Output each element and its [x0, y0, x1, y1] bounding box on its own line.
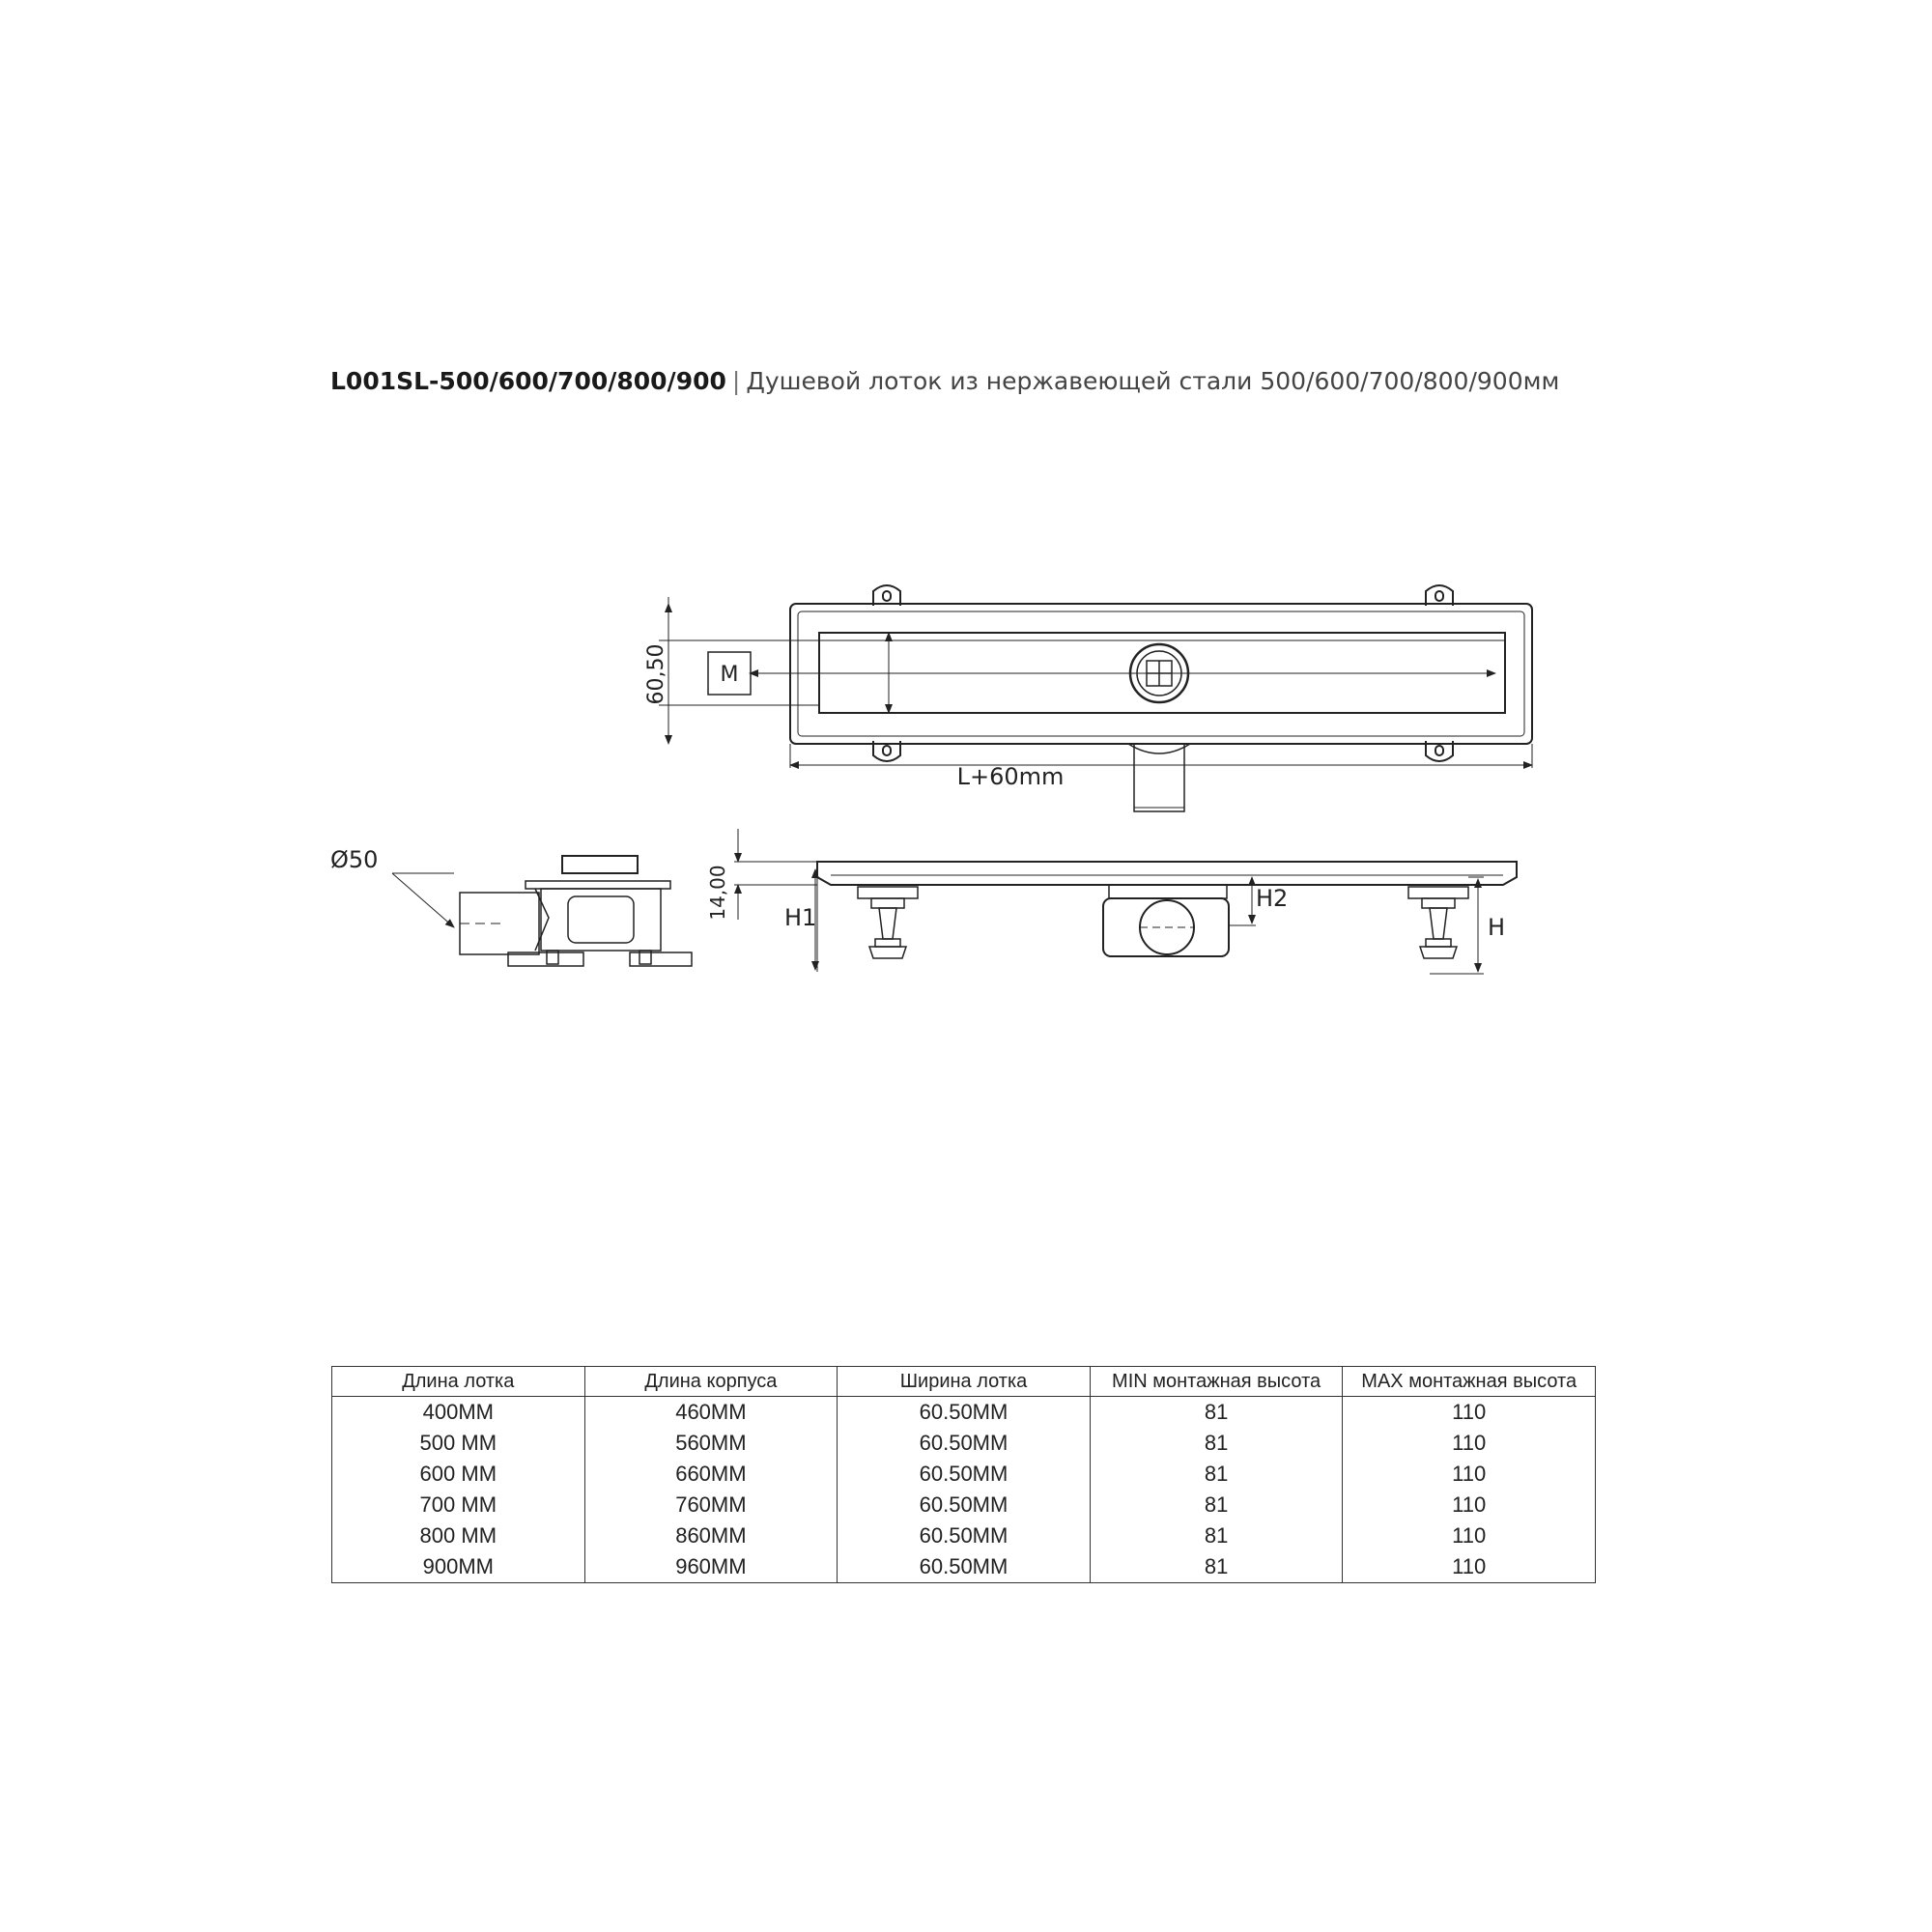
table-cell: 60.50MM: [838, 1490, 1091, 1520]
header-body-length: Длина корпуса: [584, 1367, 838, 1397]
length-profile-view: [734, 829, 1517, 974]
table-cell: 800 MM: [332, 1520, 585, 1551]
length-dimension-label: L+60mm: [956, 763, 1065, 790]
table-cell: 900MM: [332, 1551, 585, 1583]
outlet-box: [1103, 885, 1229, 956]
table-row: [332, 1490, 1596, 1520]
table-cell: 400MM: [332, 1397, 585, 1429]
header-tray-length: Длина лотка: [332, 1367, 585, 1397]
width-dimension-label: 60,50: [644, 643, 668, 705]
table-cell: 960MM: [584, 1551, 838, 1583]
adjustable-foot-left: [858, 887, 918, 958]
table-row: [332, 1520, 1596, 1551]
pipe-diameter-label: Ø50: [330, 846, 379, 873]
table-cell: 600 MM: [332, 1459, 585, 1490]
outlet-pipe-top-view: [1128, 744, 1190, 811]
table-cell: 560MM: [584, 1428, 838, 1459]
table-cell: 460MM: [584, 1397, 838, 1429]
table-row: [332, 1459, 1596, 1490]
table-cell: 500 MM: [332, 1428, 585, 1459]
spec-table: [331, 1366, 1596, 1583]
table-cell: 81: [1090, 1520, 1343, 1551]
table-cell: 81: [1090, 1459, 1343, 1490]
table-cell: 81: [1090, 1428, 1343, 1459]
product-code: L001SL-500/600/700/800/900: [330, 367, 726, 395]
table-cell: 60.50MM: [838, 1428, 1091, 1459]
end-profile-view: [392, 856, 692, 966]
top-view: [659, 585, 1532, 811]
table-cell: 760MM: [584, 1490, 838, 1520]
product-description: Душевой лоток из нержавеющей стали 500/600/700/800/900мм: [746, 367, 1560, 395]
table-cell: 81: [1090, 1490, 1343, 1520]
header-min-height: MIN монтажная высота: [1090, 1367, 1343, 1397]
table-cell: 860MM: [584, 1520, 838, 1551]
table-cell: 81: [1090, 1397, 1343, 1429]
table-row: [332, 1428, 1596, 1459]
table-cell: 60.50MM: [838, 1520, 1091, 1551]
table-cell: 110: [1343, 1520, 1596, 1551]
table-cell: 700 MM: [332, 1490, 585, 1520]
top-height-label: 14,00: [706, 865, 729, 921]
h-label: H: [1488, 914, 1506, 941]
header-tray-width: Ширина лотка: [838, 1367, 1091, 1397]
table-cell: 110: [1343, 1397, 1596, 1429]
table-cell: 60.50MM: [838, 1551, 1091, 1583]
top-plate: [817, 862, 1517, 885]
h2-label: H2: [1256, 885, 1289, 912]
table-cell: 110: [1343, 1551, 1596, 1583]
table-cell: 660MM: [584, 1459, 838, 1490]
table-header-row: [332, 1367, 1596, 1397]
header-max-height: MAX монтажная высота: [1343, 1367, 1596, 1397]
adjustable-foot-right: [1408, 887, 1468, 958]
table-cell: 60.50MM: [838, 1397, 1091, 1429]
title-separator: |: [731, 367, 741, 395]
table-cell: 110: [1343, 1428, 1596, 1459]
mounting-lug-top-left: [873, 585, 900, 606]
table-cell: 110: [1343, 1459, 1596, 1490]
table-cell: 60.50MM: [838, 1459, 1091, 1490]
outlet-marker-label: M: [720, 663, 739, 687]
table-cell: 110: [1343, 1490, 1596, 1520]
table-cell: 81: [1090, 1551, 1343, 1583]
mounting-lug-top-right: [1426, 585, 1453, 606]
table-row: [332, 1397, 1596, 1429]
table-row: [332, 1551, 1596, 1583]
h1-label: H1: [784, 904, 817, 931]
